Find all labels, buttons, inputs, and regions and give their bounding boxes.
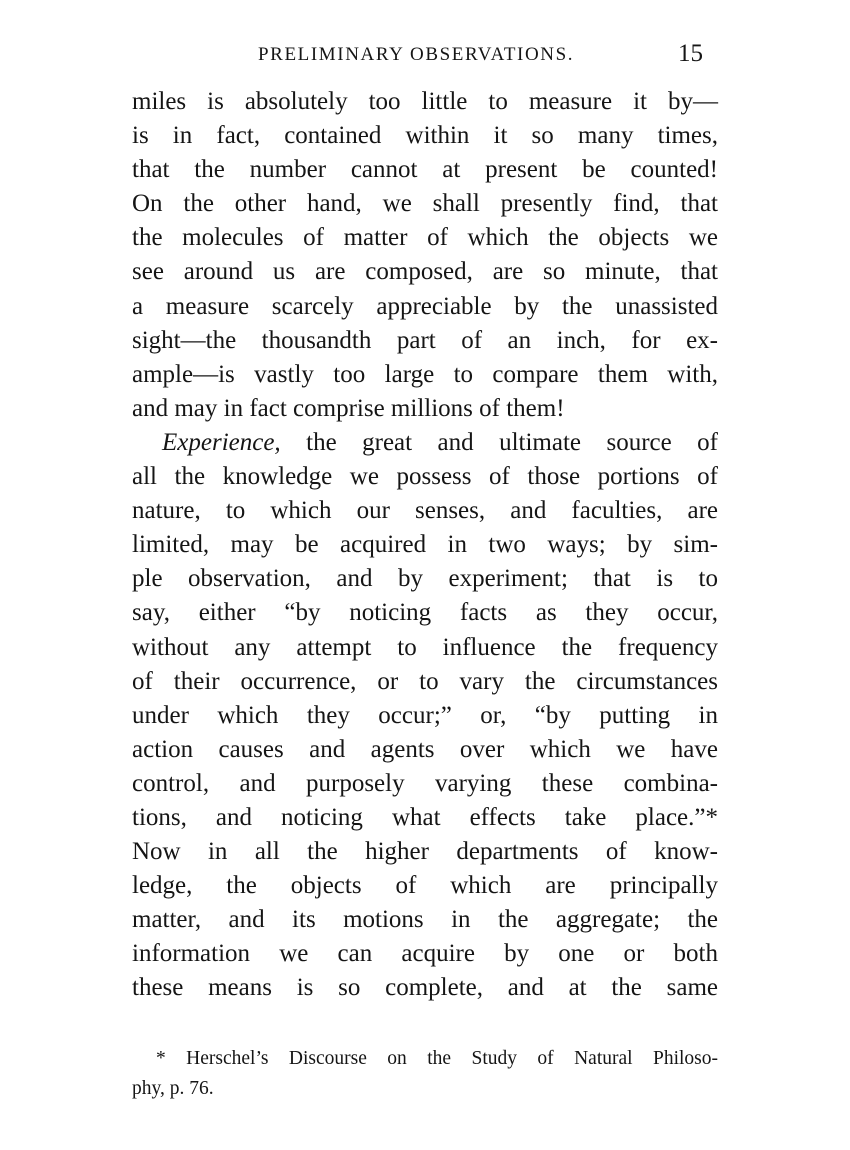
text-line: information we can acquire by one or both [132,940,718,968]
text-line: these means is so complete, and at the same [132,974,718,1002]
text-line: that the number cannot at present be counted! [132,156,718,184]
text-line: Now in all the higher departments of know- [132,838,718,866]
text-line: tions, and noticing what effects take place.”* [132,803,718,831]
page-header [0,42,850,72]
text-line: nature, to which our senses, and faculties, are [132,497,718,525]
text-line: without any attempt to influence the frequency [132,633,718,661]
text-line: ple observation, and by experiment; that is to [132,565,718,593]
text-line: all the knowledge we possess of those portions of [132,463,718,491]
footnote [132,1044,718,1104]
italic-word: Experience, [162,428,281,456]
text-line: the molecules of matter of which the objects we [132,224,718,252]
text-line: matter, and its motions in the aggregate; the [132,906,718,934]
text-line: sight—the thousandth part of an inch, for ex- [132,326,718,354]
text-line: ledge, the objects of which are principally [132,872,718,900]
text-line-rest: the great and ultimate source of [306,428,718,456]
running-title: PRELIMINARY OBSERVATIONS. [258,44,575,65]
page-number: 15 [678,40,703,67]
text-line: control, and purposely varying these combina- [132,769,718,797]
text-line: see around us are composed, are so minute, that [132,258,718,286]
paragraph-start-line [132,426,718,460]
text-line: On the other hand, we shall presently find, that [132,190,718,218]
text-line: ample—is vastly too large to compare them with, [132,360,718,388]
text-line: of their occurrence, or to vary the circumstances [132,667,718,695]
text-line: say, either “by noticing facts as they occur, [132,599,718,627]
text-line: action causes and agents over which we have [132,735,718,763]
body-text [132,85,718,1006]
footnote-line: * Herschel’s Discourse on the Study of Natural Philoso- [156,1048,718,1069]
text-line: and may in fact comprise millions of them! [132,394,565,422]
text-line: miles is absolutely too little to measure it by— [132,88,718,115]
text-line: a measure scarcely appreciable by the unassisted [132,292,718,320]
footnote-line: phy, p. 76. [132,1078,214,1099]
text-line: is in fact, contained within it so many times, [132,122,718,150]
text-line: limited, may be acquired in two ways; by sim- [132,531,718,559]
text-line: under which they occur;” or, “by putting in [132,701,718,729]
